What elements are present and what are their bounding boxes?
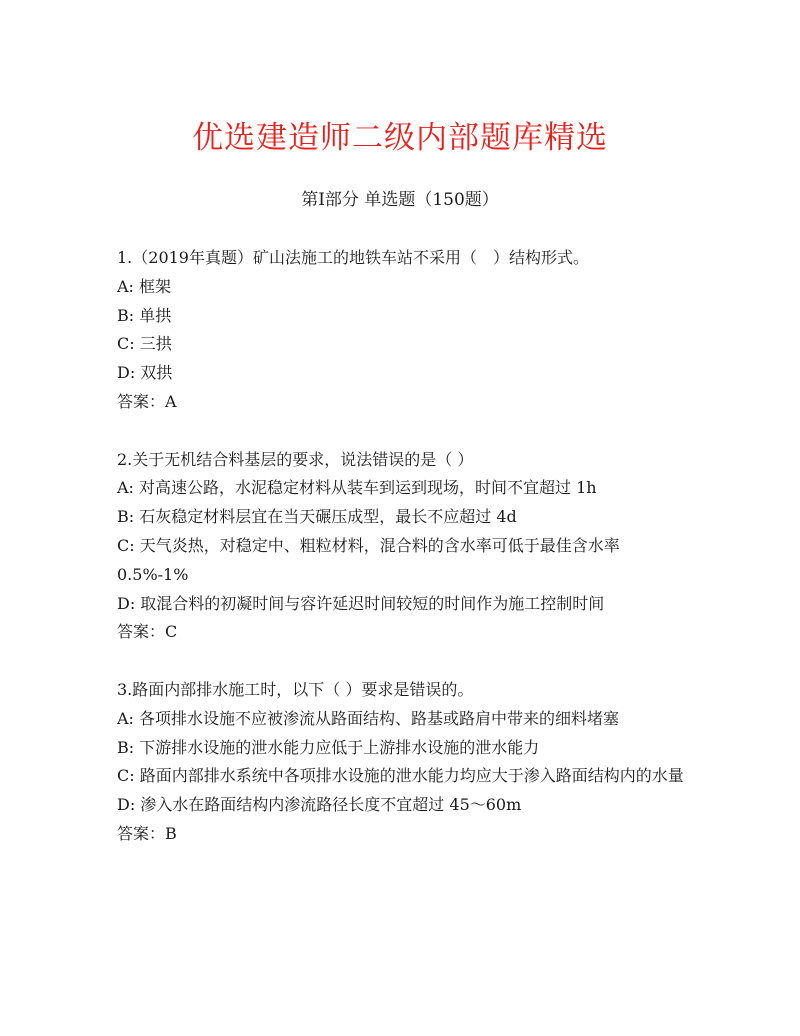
document-title: 优选建造师二级内部题库精选 bbox=[192, 120, 608, 156]
question-3 bbox=[117, 676, 687, 849]
option-d: D: 取混合料的初凝时间与容许延迟时间较短的时间作为施工控制时间 bbox=[117, 593, 605, 613]
option-c: C: 天气炎热，对稳定中、粗粒材料，混合料的含水率可低于最佳含水率 0.5%-1% bbox=[117, 535, 620, 584]
question-list bbox=[117, 244, 687, 878]
answer: 答案：B bbox=[117, 823, 177, 843]
answer: 答案：C bbox=[117, 622, 178, 642]
option-c: C: 三拱 bbox=[117, 334, 172, 354]
option-a: A: 对高速公路，水泥稳定材料从装车到运到现场，时间不宜超过 1h bbox=[117, 478, 597, 498]
option-a: A: 框架 bbox=[117, 276, 172, 296]
option-b: B: 下游排水设施的泄水能力应低于上游排水设施的泄水能力 bbox=[117, 737, 540, 757]
option-a: A: 各项排水设施不应被渗流从路面结构、路基或路肩中带来的细料堵塞 bbox=[117, 708, 620, 728]
section-title: 第Ⅰ部分 单选题（150题） bbox=[301, 190, 499, 210]
question-stem: 1.（2019年真题）矿山法施工的地铁车站不采用（ ）结构形式。 bbox=[117, 248, 589, 267]
question-stem: 3.路面内部排水施工时，以下（ ）要求是错误的。 bbox=[117, 679, 474, 699]
question-2 bbox=[117, 446, 687, 648]
option-d: D: 双拱 bbox=[117, 363, 173, 383]
option-b: B: 石灰稳定材料层宜在当天碾压成型，最长不应超过 4d bbox=[117, 507, 517, 527]
option-b: B: 单拱 bbox=[117, 305, 172, 325]
question-stem: 2.关于无机结合料基层的要求，说法错误的是（ ） bbox=[117, 449, 474, 469]
answer: 答案：A bbox=[117, 391, 177, 411]
question-1 bbox=[117, 244, 687, 417]
option-d: D: 渗入水在路面结构内渗流路径长度不宜超过 45～60m bbox=[117, 795, 522, 815]
option-c: C: 路面内部排水系统中各项排水设施的泄水能力均应大于渗入路面结构内的水量 bbox=[117, 766, 684, 786]
